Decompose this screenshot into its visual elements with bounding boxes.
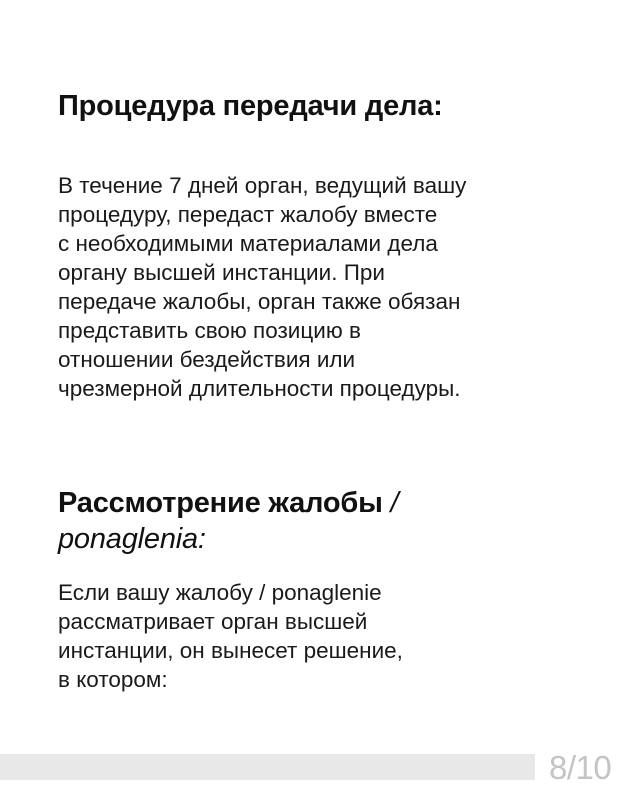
paragraph-line: органу высшей инстанции. При bbox=[58, 260, 385, 285]
paragraph-line: отношении бездействия или bbox=[58, 347, 356, 372]
section-heading-case-transfer: Процедура передачи дела: bbox=[58, 90, 443, 122]
heading-bold-part: Рассмотрение жалобы bbox=[58, 487, 383, 519]
section-paragraph-case-transfer bbox=[58, 171, 598, 403]
paragraph-line: чрезмерной длительности процедуры. bbox=[58, 376, 461, 401]
heading-italic-part: ponaglenia: bbox=[58, 523, 206, 555]
heading-separator: / bbox=[382, 487, 399, 519]
page-counter: 8/10 bbox=[549, 749, 612, 786]
paragraph-line: передаче жалобы, орган также обязан bbox=[58, 289, 461, 314]
page-progress-track bbox=[0, 754, 535, 780]
paragraph-line: рассматривает орган высшей bbox=[58, 609, 368, 634]
paragraph-line: инстанции, он вынесет решение, bbox=[58, 638, 403, 663]
paragraph-line: в котором: bbox=[58, 667, 168, 692]
paragraph-line: процедуру, передаст жалобу вместе bbox=[58, 202, 438, 227]
section-heading-complaint-review bbox=[58, 485, 598, 557]
paragraph-line: представить свою позицию в bbox=[58, 318, 361, 343]
paragraph-line: Если вашу жалобу / ponaglenie bbox=[58, 580, 382, 605]
section-paragraph-complaint-review bbox=[58, 578, 598, 694]
paragraph-line: с необходимыми материалами дела bbox=[58, 231, 438, 256]
paragraph-line: В течение 7 дней орган, ведущий вашу bbox=[58, 173, 467, 198]
